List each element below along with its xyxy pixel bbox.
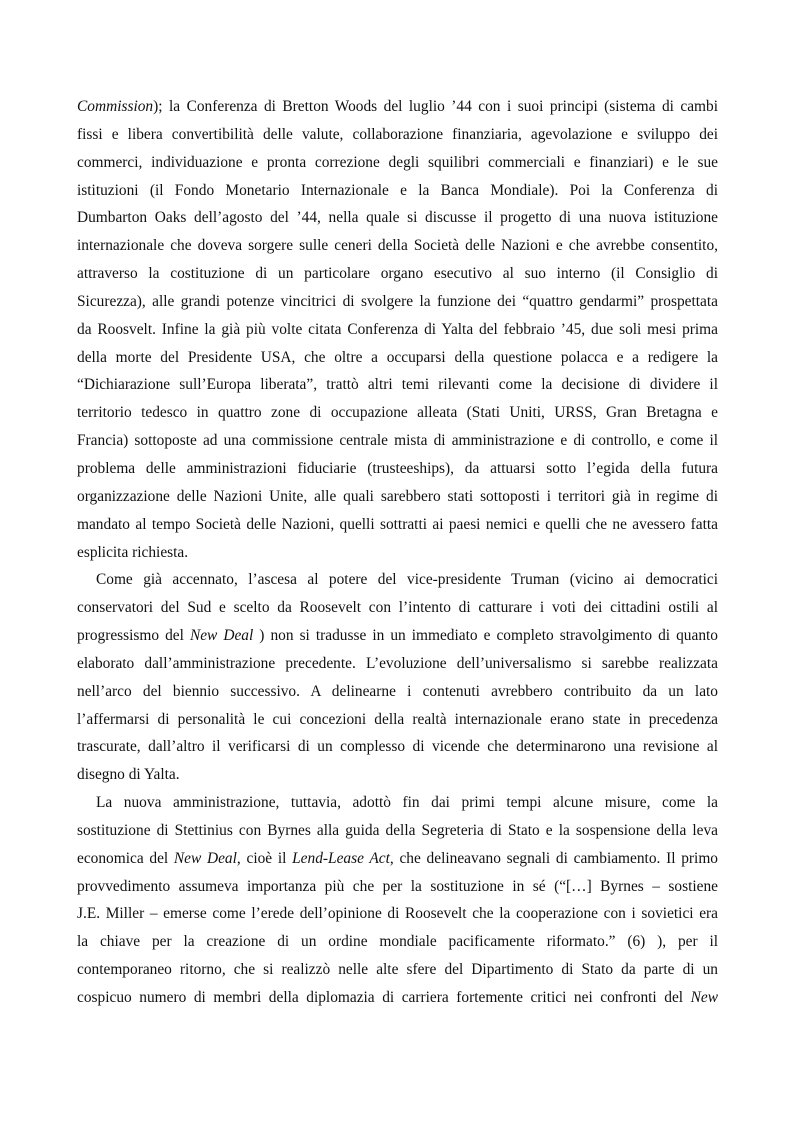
text-span: sostituzione di Stettinius con Byrnes alla guida della Segreteria di Stato e la sospensione della leva: [77, 821, 718, 839]
text-span: mandato al tempo Società delle Nazioni, quelli sottratti ai paesi nemici e quelli che ne avessero fatta: [77, 515, 718, 533]
text-line: [77, 733, 718, 761]
text-line: [77, 121, 718, 149]
text-line: [77, 399, 718, 427]
text-line: [77, 371, 718, 399]
text-line: [77, 761, 718, 789]
text-span: , cioè il: [236, 849, 293, 867]
text-span: cospicuo numero di membri della diplomazia di carriera fortemente critici nei confronti del: [77, 989, 691, 1006]
text-line: [77, 149, 718, 177]
text-line: [77, 956, 718, 984]
text-span: Dumbarton Oaks dell’agosto del ’44, nella quale si discusse il progetto di una nuova istituzione: [77, 209, 718, 227]
text-span: l’affermarsi di personalità le cui concezioni della realtà internazionale erano state in precedenza: [77, 710, 718, 728]
text-line: [77, 566, 718, 594]
text-span: Sicurezza), alle grandi potenze vincitrici di svolgere la funzione dei “quattro gendarmi” prospettata: [77, 292, 718, 310]
italic-text: New Deal: [173, 849, 237, 867]
italic-text: Lend-Lease Act: [292, 849, 390, 867]
text-line: [77, 316, 718, 344]
text-line: [77, 177, 718, 205]
text-line: [77, 204, 718, 232]
text-line: [77, 789, 718, 817]
text-span: territorio tedesco in quattro zone di occupazione alleata (Stati Uniti, URSS, Gran Bretagna e: [77, 404, 718, 422]
text-line: [77, 93, 718, 121]
text-span: della morte del Presidente USA, che oltre a occuparsi della questione polacca e a redigere la: [77, 348, 718, 366]
text-span: da Roosvelt. Infine la già più volte citata Conferenza di Yalta del febbraio ’45, due soli mesi prima: [77, 320, 718, 338]
text-span: fissi e libera convertibilità delle valute, collaborazione finanziaria, agevolazione e sviluppo dei: [77, 125, 718, 143]
text-line: [77, 928, 718, 956]
italic-text: Commission: [77, 98, 154, 115]
paragraph: [77, 566, 718, 789]
text-span: istituzioni (il Fondo Monetario Internazionale e la Banca Mondiale). Poi la Conferenza di: [77, 181, 718, 199]
text-span: commerci, individuazione e pronta correzione degli squilibri commerciali e finanziari) e le sue: [77, 153, 718, 171]
text-span: trascurate, dall’altro il verificarsi di un complesso di vicende che determinarono una revisione al: [77, 738, 718, 756]
text-line: [77, 427, 718, 455]
text-span: nell’arco del biennio successivo. A delinearne i contenuti avrebbero contribuito da un lato: [77, 682, 718, 700]
text-span: “Dichiarazione sull’Europa liberata”, trattò altri temi rilevanti come la decisione di dividere il: [77, 376, 718, 394]
text-span: ) non si tradusse in un immediato e completo stravolgimento di quanto: [253, 627, 718, 645]
text-span: ); la Conferenza di Bretton Woods del luglio ’44 con i suoi principi (sistema di cambi: [153, 98, 718, 115]
text-span: progressismo del: [77, 627, 190, 645]
text-line: [77, 873, 718, 901]
text-line: [77, 706, 718, 734]
paragraph: [77, 789, 718, 1012]
text-line: [77, 900, 718, 928]
text-line: [77, 511, 718, 539]
text-line: [77, 539, 718, 567]
text-span: contemporaneo ritorno, che si realizzò nelle alte sfere del Dipartimento di Stato da parte di un: [77, 961, 718, 979]
text-line: [77, 455, 718, 483]
text-span: attraverso la costituzione di un particolare organo esecutivo al suo interno (il Consiglio di: [77, 265, 718, 283]
text-span: problema delle amministrazioni fiduciarie (trusteeships), da attuarsi sotto l’egida della futura: [77, 459, 718, 477]
text-span: elaborato dall’amministrazione precedente. L’evoluzione dell’universalismo si sarebbe realizzata: [77, 654, 718, 672]
text-line: [77, 344, 718, 372]
text-line: [77, 260, 718, 288]
text-line: [77, 483, 718, 511]
text-line: [77, 288, 718, 316]
paragraph: [77, 93, 718, 566]
italic-text: New: [690, 989, 718, 1006]
italic-text: New Deal: [189, 627, 254, 645]
text-span: internazionale che doveva sorgere sulle ceneri della Società delle Nazioni e che avrebbe consentito,: [77, 237, 718, 255]
text-line: [77, 817, 718, 845]
document-page: [77, 93, 718, 1012]
text-span: provvedimento assumeva importanza più che per la sostituzione in sé (“[…] Byrnes – sostiene: [77, 877, 718, 895]
text-span: La nuova amministrazione, tuttavia, adottò fin dai primi tempi alcune misure, come la: [96, 794, 718, 812]
text-line: [77, 678, 718, 706]
text-span: Come già accennato, l’ascesa al potere del vice-presidente Truman (vicino ai democratici: [96, 571, 718, 589]
text-span: organizzazione delle Nazioni Unite, alle quali sarebbero stati sottoposti i territori già in regime di: [77, 487, 718, 505]
text-span: conservatori del Sud e scelto da Roosevelt con l’intento di catturare i voti dei cittadini ostili al: [77, 599, 718, 617]
text-line: [77, 622, 718, 650]
text-span: Francia) sottoposte ad una commissione centrale mista di amministrazione e di controllo, e come il: [77, 432, 718, 450]
text-span: la chiave per la creazione di un ordine mondiale pacificamente riformato.” (6) ), per il: [77, 933, 718, 951]
text-line: [77, 232, 718, 260]
text-line: [77, 845, 718, 873]
text-line: [77, 594, 718, 622]
text-span: , che delineavano segnali di cambiamento. Il primo: [389, 849, 718, 867]
text-line: [77, 650, 718, 678]
text-span: disegno di Yalta.: [77, 766, 180, 784]
text-span: J.E. Miller – emerse come l’erede dell’opinione di Roosevelt che la cooperazione con i sovietici era: [77, 905, 718, 923]
text-line: [77, 984, 718, 1012]
text-span: economica del: [77, 849, 174, 867]
text-span: esplicita richiesta.: [77, 543, 189, 561]
